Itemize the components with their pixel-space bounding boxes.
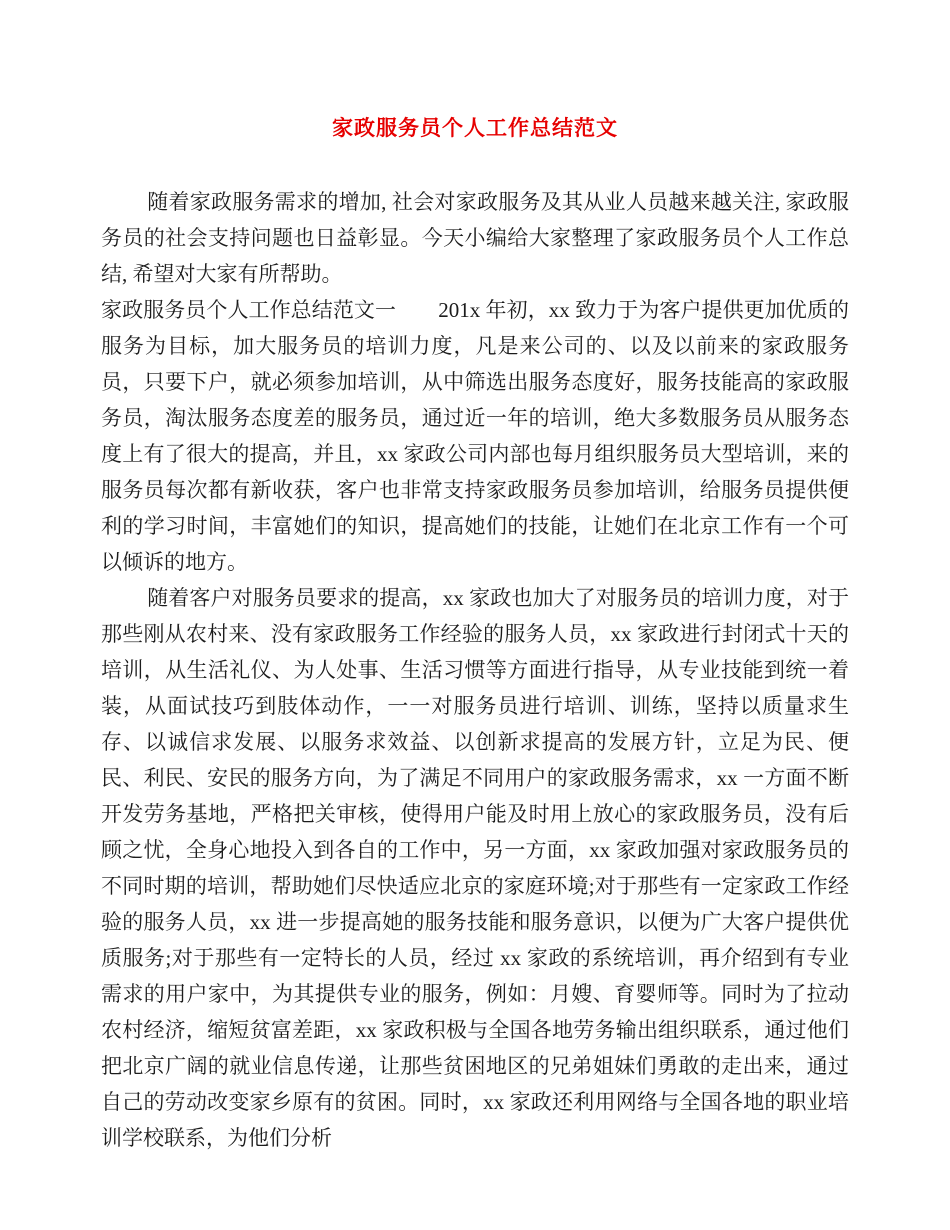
paragraph-section-one: 家政服务员个人工作总结范文一 201x 年初，xx 致力于为客户提供更加优质的服务为目标，加大服务员的培训力度，凡是来公司的、以及以前来的家政服务员，只要下户，就必须参加培训，从中筛选出服务态度好，服务技能高的家政服务员，淘汰服务态度差的服务员，通过近一年的培训，绝大多数服务员从服务态度上有了很大的提高，并且，xx 家政公司内部也每月组织服务员大型培训，来的服务员每次都有新收获，客户也非常支持家政服务员参加培训，给服务员提供便利的学习时间，丰富她们的知识，提高她们的技能，让她们在北京工作有一个可以倾诉的地方。 [101, 298, 849, 574]
document-content [101, 112, 849, 1156]
doc-title: 家政服务员个人工作总结范文 [332, 117, 618, 140]
paragraph-section-two: 随着客户对服务员要求的提高，xx 家政也加大了对服务员的培训力度，对于那些刚从农村来、没有家政服务工作经验的服务人员，xx 家政进行封闭式十天的培训，从生活礼仪、为人处事、生活习惯等方面进行指导，从专业技能到统一着装，从面试技巧到肢体动作，一一对服务员进行培训、训练，坚持以质量求生存、以诚信求发展、以服务求效益、以创新求提高的发展方针，立足为民、便民、利民、安民的服务方向，为了满足不同用户的家政服务需求，xx 一方面不断开发劳务基地，严格把关审核，使得用户能及时用上放心的家政服务员，没有后顾之忧，全身心地投入到各自的工作中，另一方面，xx 家政加强对家政服务员的不同时期的培训，帮助她们尽快适应北京的家庭环境;对于那些有一定家政工作经验的服务人员，xx 进一步提高她的服务技能和服务意识，以便为广大客户提供优质服务;对于那些有一定特长的人员，经过 xx 家政的系统培训，再介绍到有专业需求的用户家中，为其提供专业的服务，例如：月嫂、育婴师等。同时为了拉动农村经济，缩短贫富差距，xx 家政积极与全国各地劳务输出组织联系，通过他们把北京广阔的就业信息传递，让那些贫困地区的兄弟姐妹们勇敢的走出来，通过自己的劳动改变家乡原有的贫困。同时，xx 家政还利用网络与全国各地的职业培训学校联系，为他们分析 [101, 586, 849, 1150]
paragraph-intro: 随着家政服务需求的增加, 社会对家政服务及其从业人员越来越关注, 家政服务员的社会支持问题也日益彰显。今天小编给大家整理了家政服务员个人工作总结, 希望对大家有所帮助。 [101, 190, 849, 286]
